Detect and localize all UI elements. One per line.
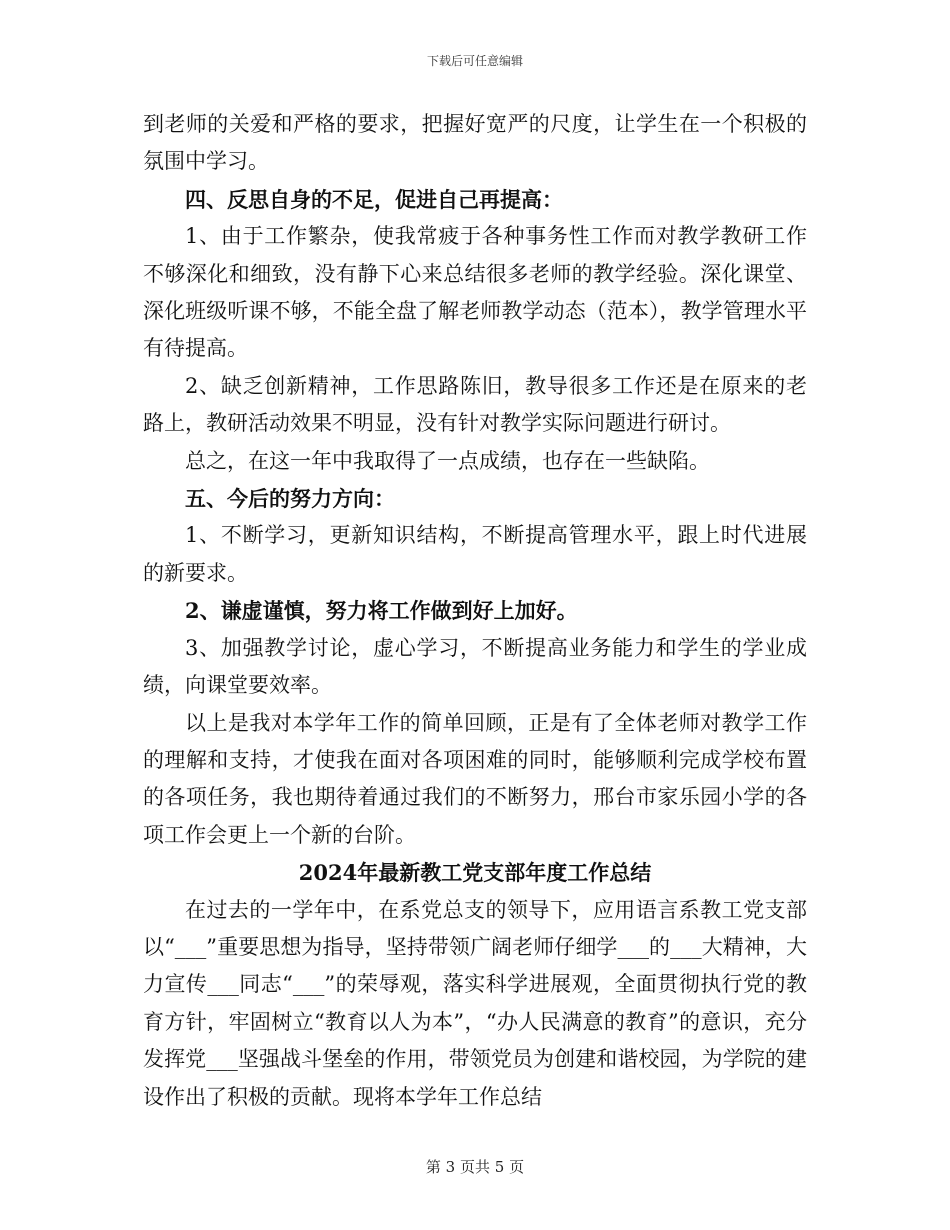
paragraph-continuation: 到老师的关爱和严格的要求，把握好宽严的尺度，让学生在一个积极的氛围中学习。 (143, 112, 807, 174)
paragraph-item-5-1: 1、不断学习，更新知识结构，不断提高管理水平，跟上时代进展的新要求。 (143, 523, 807, 585)
paragraph-item-5-3: 3、加强教学讨论，虚心学习，不断提高业务能力和学生的学业成绩，向课堂要效率。 (143, 635, 807, 698)
paragraph-summary: 总之，在这一年中我取得了一点成绩，也存在一些缺陷。 (185, 448, 710, 473)
page-footer: 第 3 页共 5 页 (425, 1158, 525, 1176)
document-title: 2024年最新教工党支部年度工作总结 (298, 860, 652, 886)
paragraph-item-4-1: 1、由于工作繁杂，使我常疲于各种事务性工作而对教学教研工作不够深化和细致，没有静下心来总结很多老师的教学经验。深化课堂、深化班级听课不够，不能全盘了解老师教学动态（范本），教学管理水平有待提高。 (143, 224, 807, 361)
paragraph-conclusion: 以上是我对本学年工作的简单回顾，正是有了全体老师对教学工作的理解和支持，才使我在面对各项困难的同时，能够顺利完成学校布置的各项任务，我也期待着通过我们的不断努力，邢台市家乐园小学的各项工作会更上一个新的台阶。 (143, 710, 807, 847)
section-heading-4: 四、反思自身的不足，促进自己再提高： (185, 186, 563, 212)
section-heading-5: 五、今后的努力方向： (185, 486, 395, 512)
page-header: 下载后可任意编辑 (426, 54, 523, 68)
paragraph-item-5-2: 2、谦虚谨慎，努力将工作做到好上加好。 (185, 598, 578, 624)
paragraph-item-4-2: 2、缺乏创新精神，工作思路陈旧，教导很多工作还是在原来的老路上，教研活动效果不明显，没有针对教学实际问题进行研讨。 (143, 373, 807, 436)
paragraph-intro: 在过去的一学年中，在系党总支的领导下，应用语言系教工党支部以“___”重要思想为指导，坚持带领广阔老师仔细学___的___大精神，大力宣传___同志“___”的荣辱观，落实科学进展观，全面贯彻执行党的教育方针，牢固树立“教育以人为本”，“办人民满意的教育”的意识，充分发挥党___坚强战斗堡垒的作用，带领党员为创建和谐校园，为学院的建设作出了积极的贡献。现将本学年工作总结 (143, 897, 807, 1109)
document-body (143, 106, 807, 1116)
